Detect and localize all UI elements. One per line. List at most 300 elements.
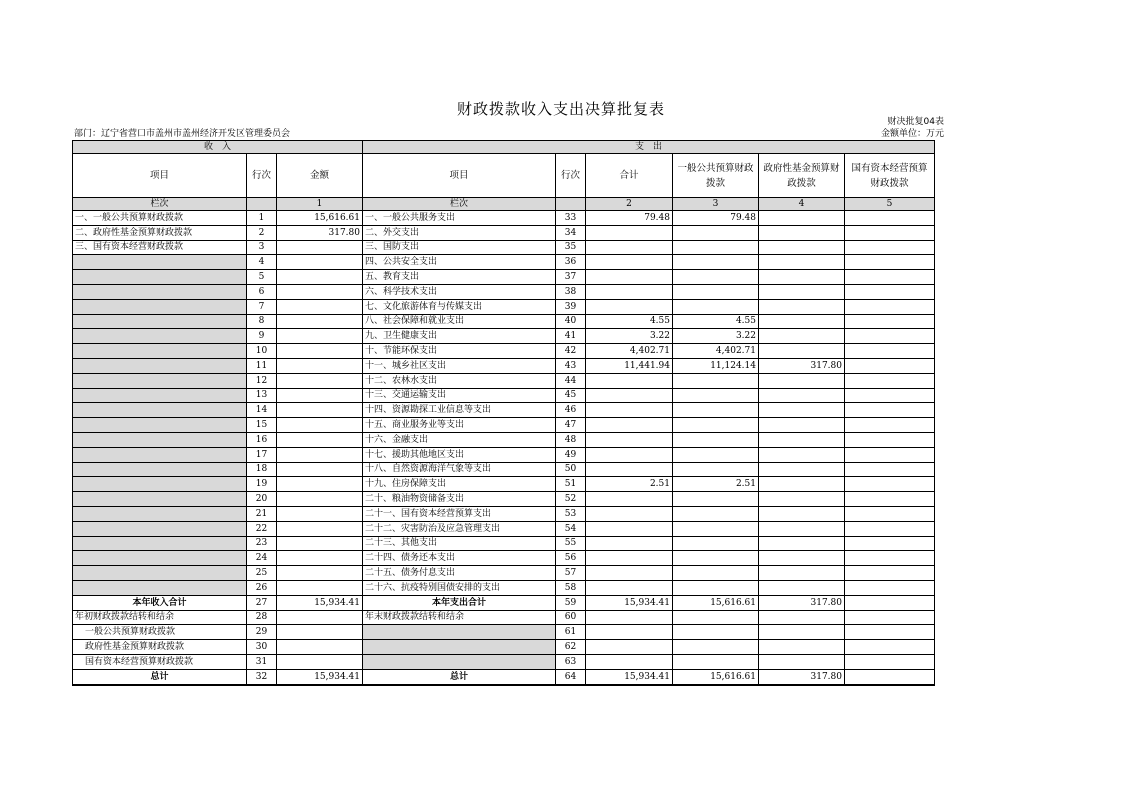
- column-index-label: 栏次: [363, 198, 556, 211]
- income-item-cell: 一般公共预算财政拨款: [73, 625, 247, 640]
- income-line-cell: 28: [247, 610, 277, 625]
- state-capital-cell: [845, 462, 935, 477]
- table-row: [73, 225, 935, 240]
- expense-item-cell: 二十二、灾害防治及应急管理支出: [363, 521, 556, 536]
- income-amount-cell: 15,616.61: [277, 211, 363, 226]
- income-amount-cell: [277, 462, 363, 477]
- income-item-cell: 年初财政拨款结转和结余: [73, 610, 247, 625]
- expense-item-cell: [363, 625, 556, 640]
- fund-budget-cell: [759, 536, 845, 551]
- fund-budget-cell: [759, 225, 845, 240]
- expense-item-cell: 三、国防支出: [363, 240, 556, 255]
- table-row: [73, 640, 935, 655]
- table-row: [73, 595, 935, 610]
- income-line-cell: 5: [247, 270, 277, 285]
- income-item-cell: 二、政府性基金预算财政拨款: [73, 225, 247, 240]
- income-line-cell: 30: [247, 640, 277, 655]
- general-budget-cell: 3.22: [673, 329, 759, 344]
- fund-budget-cell: [759, 477, 845, 492]
- fund-budget-cell: [759, 447, 845, 462]
- state-capital-cell: [845, 403, 935, 418]
- income-line-cell: 29: [247, 625, 277, 640]
- income-amount-cell: [277, 403, 363, 418]
- state-capital-cell: [845, 640, 935, 655]
- income-line-cell: 7: [247, 299, 277, 314]
- total-cell: [586, 654, 673, 669]
- fund-budget-cell: [759, 418, 845, 433]
- income-line-cell: 19: [247, 477, 277, 492]
- income-amount-cell: [277, 536, 363, 551]
- page-title: 财政拨款收入支出决算批复表: [456, 100, 665, 118]
- total-cell: [586, 225, 673, 240]
- table-row: [73, 506, 935, 521]
- general-budget-cell: [673, 240, 759, 255]
- expense-line-cell: 63: [556, 654, 586, 669]
- expense-item-cell: [363, 640, 556, 655]
- general-budget-cell: 4.55: [673, 314, 759, 329]
- expense-item-cell: 十八、自然资源海洋气象等支出: [363, 462, 556, 477]
- expense-item-cell: 年末财政拨款结转和结余: [363, 610, 556, 625]
- expense-item-cell: 本年支出合计: [363, 595, 556, 610]
- state-capital-cell: [845, 255, 935, 270]
- fund-budget-cell: [759, 462, 845, 477]
- expense-line-cell: 60: [556, 610, 586, 625]
- state-capital-cell: [845, 669, 935, 684]
- income-amount-cell: [277, 240, 363, 255]
- income-item-cell: [73, 388, 247, 403]
- general-budget-cell: 79.48: [673, 211, 759, 226]
- income-item-cell: [73, 344, 247, 359]
- general-budget-cell: [673, 551, 759, 566]
- income-amount-cell: [277, 506, 363, 521]
- general-budget-cell: 2.51: [673, 477, 759, 492]
- state-capital-header: 国有资本经营预算财政拨款: [845, 154, 935, 198]
- total-cell: 2.51: [586, 477, 673, 492]
- fund-budget-cell: [759, 240, 845, 255]
- income-line-cell: 16: [247, 432, 277, 447]
- general-budget-cell: [673, 536, 759, 551]
- fund-budget-cell: [759, 255, 845, 270]
- fund-budget-cell: [759, 492, 845, 507]
- expense-line-cell: 52: [556, 492, 586, 507]
- expense-line-cell: 45: [556, 388, 586, 403]
- total-cell: [586, 640, 673, 655]
- fund-budget-cell: [759, 373, 845, 388]
- fund-budget-cell: [759, 610, 845, 625]
- state-capital-cell: [845, 477, 935, 492]
- expense-line-cell: 41: [556, 329, 586, 344]
- expense-item-cell: 九、卫生健康支出: [363, 329, 556, 344]
- table-row: [73, 358, 935, 373]
- income-line-cell: 15: [247, 418, 277, 433]
- expense-item-cell: 十九、住房保障支出: [363, 477, 556, 492]
- expense-item-cell: 十一、城乡社区支出: [363, 358, 556, 373]
- expense-line-cell: 48: [556, 432, 586, 447]
- income-line-cell: 11: [247, 358, 277, 373]
- general-budget-cell: [673, 566, 759, 581]
- appropriation-table: [72, 140, 935, 686]
- state-capital-cell: [845, 610, 935, 625]
- general-budget-cell: [673, 299, 759, 314]
- table-row: [73, 329, 935, 344]
- income-amount-cell: 15,934.41: [277, 669, 363, 684]
- table-row: [73, 625, 935, 640]
- general-budget-cell: [673, 255, 759, 270]
- general-budget-cell: [673, 654, 759, 669]
- income-item-cell: 三、国有资本经营财政拨款: [73, 240, 247, 255]
- table-row: [73, 566, 935, 581]
- total-cell: [586, 403, 673, 418]
- expense-item-cell: 十七、援助其他地区支出: [363, 447, 556, 462]
- expense-line-cell: 34: [556, 225, 586, 240]
- income-amount-cell: [277, 314, 363, 329]
- income-amount-cell: [277, 358, 363, 373]
- general-budget-cell: [673, 284, 759, 299]
- expense-item-cell: 十四、资源勘探工业信息等支出: [363, 403, 556, 418]
- income-line-cell: 32: [247, 669, 277, 684]
- income-amount-header: 金额: [277, 154, 363, 198]
- income-header: 收 入: [73, 141, 363, 154]
- general-budget-cell: [673, 506, 759, 521]
- column-index-3: 3: [673, 198, 759, 211]
- expense-line-cell: 57: [556, 566, 586, 581]
- income-item-cell: 总计: [73, 669, 247, 684]
- state-capital-cell: [845, 240, 935, 255]
- expense-line-cell: 56: [556, 551, 586, 566]
- state-capital-cell: [845, 595, 935, 610]
- income-line-cell: 2: [247, 225, 277, 240]
- expense-item-cell: 十二、农林水支出: [363, 373, 556, 388]
- state-capital-cell: [845, 654, 935, 669]
- state-capital-cell: [845, 418, 935, 433]
- income-item-cell: 国有资本经营预算财政拨款: [73, 654, 247, 669]
- income-amount-cell: [277, 521, 363, 536]
- form-code: 财决批复04表: [887, 117, 944, 127]
- income-line-cell: 27: [247, 595, 277, 610]
- table-row: [73, 654, 935, 669]
- general-budget-cell: 15,616.61: [673, 669, 759, 684]
- income-line-cell: 6: [247, 284, 277, 299]
- table-row: [73, 610, 935, 625]
- general-budget-cell: [673, 447, 759, 462]
- income-item-cell: 政府性基金预算财政拨款: [73, 640, 247, 655]
- income-line-cell: 12: [247, 373, 277, 388]
- total-cell: [586, 566, 673, 581]
- general-budget-cell: [673, 625, 759, 640]
- expense-item-cell: 一、一般公共服务支出: [363, 211, 556, 226]
- income-amount-cell: [277, 344, 363, 359]
- state-capital-cell: [845, 284, 935, 299]
- state-capital-cell: [845, 270, 935, 285]
- general-budget-cell: [673, 580, 759, 595]
- fund-budget-cell: [759, 640, 845, 655]
- table-row: [73, 669, 935, 684]
- table-row: [73, 551, 935, 566]
- general-budget-cell: [673, 403, 759, 418]
- income-amount-cell: [277, 329, 363, 344]
- expense-item-cell: 十、节能环保支出: [363, 344, 556, 359]
- income-amount-cell: [277, 640, 363, 655]
- table-row: [73, 299, 935, 314]
- expense-item-cell: 六、科学技术支出: [363, 284, 556, 299]
- income-amount-cell: [277, 610, 363, 625]
- column-index-1: 1: [277, 198, 363, 211]
- expense-line-cell: 43: [556, 358, 586, 373]
- total-cell: [586, 625, 673, 640]
- income-amount-cell: [277, 477, 363, 492]
- expense-line-cell: 53: [556, 506, 586, 521]
- income-line-cell: 8: [247, 314, 277, 329]
- column-index-4: 4: [759, 198, 845, 211]
- general-budget-cell: [673, 640, 759, 655]
- table-row: [73, 536, 935, 551]
- general-budget-cell: [673, 492, 759, 507]
- expense-line-cell: 64: [556, 669, 586, 684]
- income-line-cell: 14: [247, 403, 277, 418]
- general-budget-cell: [673, 462, 759, 477]
- total-cell: [586, 580, 673, 595]
- expense-header: 支 出: [363, 141, 935, 154]
- expense-item-cell: 二十、粮油物资储备支出: [363, 492, 556, 507]
- expense-item-cell: 十三、交通运输支出: [363, 388, 556, 403]
- total-cell: 4,402.71: [586, 344, 673, 359]
- general-budget-cell: [673, 610, 759, 625]
- state-capital-cell: [845, 211, 935, 226]
- state-capital-cell: [845, 447, 935, 462]
- income-line-cell: 1: [247, 211, 277, 226]
- fund-budget-cell: [759, 299, 845, 314]
- state-capital-cell: [845, 358, 935, 373]
- income-amount-cell: [277, 580, 363, 595]
- income-line-cell: 24: [247, 551, 277, 566]
- fund-budget-cell: [759, 270, 845, 285]
- table-row: [73, 492, 935, 507]
- column-index-row: [73, 198, 935, 211]
- fund-budget-cell: 317.80: [759, 669, 845, 684]
- income-item-cell: [73, 506, 247, 521]
- income-line-cell: 25: [247, 566, 277, 581]
- income-item-cell: [73, 358, 247, 373]
- fund-budget-cell: [759, 388, 845, 403]
- expense-line-cell: 38: [556, 284, 586, 299]
- total-cell: [586, 388, 673, 403]
- income-line-cell: 20: [247, 492, 277, 507]
- income-item-cell: [73, 477, 247, 492]
- total-cell: [586, 551, 673, 566]
- general-budget-cell: [673, 418, 759, 433]
- expense-line-cell: 37: [556, 270, 586, 285]
- table-row: [73, 432, 935, 447]
- income-amount-cell: [277, 388, 363, 403]
- state-capital-cell: [845, 580, 935, 595]
- table-row: [73, 344, 935, 359]
- total-cell: 11,441.94: [586, 358, 673, 373]
- expense-item-cell: [363, 654, 556, 669]
- total-cell: [586, 418, 673, 433]
- expense-item-cell: 四、公共安全支出: [363, 255, 556, 270]
- state-capital-cell: [845, 551, 935, 566]
- expense-item-header: 项目: [363, 154, 556, 198]
- income-line-cell: 18: [247, 462, 277, 477]
- expense-line-cell: 42: [556, 344, 586, 359]
- general-budget-header: 一般公共预算财政拨款: [673, 154, 759, 198]
- expense-item-cell: 七、文化旅游体育与传媒支出: [363, 299, 556, 314]
- general-budget-cell: [673, 521, 759, 536]
- income-item-cell: 本年收入合计: [73, 595, 247, 610]
- income-amount-cell: [277, 654, 363, 669]
- fund-budget-cell: [759, 344, 845, 359]
- table-row: [73, 388, 935, 403]
- income-line-cell: 13: [247, 388, 277, 403]
- fund-budget-cell: [759, 403, 845, 418]
- income-item-cell: [73, 580, 247, 595]
- income-line-cell: 23: [247, 536, 277, 551]
- income-amount-cell: 15,934.41: [277, 595, 363, 610]
- state-capital-cell: [845, 373, 935, 388]
- expense-line-cell: 55: [556, 536, 586, 551]
- income-amount-cell: [277, 447, 363, 462]
- general-budget-cell: [673, 225, 759, 240]
- income-item-cell: [73, 314, 247, 329]
- department-label: 部门：辽宁省营口市盖州市盖州经济开发区管理委员会: [74, 129, 291, 139]
- total-cell: [586, 284, 673, 299]
- expense-line-cell: 50: [556, 462, 586, 477]
- income-item-cell: [73, 447, 247, 462]
- fund-budget-cell: [759, 506, 845, 521]
- state-capital-cell: [845, 492, 935, 507]
- income-line-cell: 4: [247, 255, 277, 270]
- table-row: [73, 477, 935, 492]
- expense-line-header: 行次: [556, 154, 586, 198]
- expense-item-cell: 十五、商业服务业等支出: [363, 418, 556, 433]
- expense-line-cell: 46: [556, 403, 586, 418]
- state-capital-cell: [845, 388, 935, 403]
- total-cell: 79.48: [586, 211, 673, 226]
- total-cell: [586, 299, 673, 314]
- income-item-cell: [73, 403, 247, 418]
- expense-line-cell: 51: [556, 477, 586, 492]
- expense-item-cell: 八、社会保障和就业支出: [363, 314, 556, 329]
- total-cell: 15,934.41: [586, 595, 673, 610]
- income-item-cell: [73, 566, 247, 581]
- income-amount-cell: [277, 373, 363, 388]
- unit-label: 金额单位：万元: [880, 129, 944, 139]
- expense-line-cell: 59: [556, 595, 586, 610]
- total-cell: 4.55: [586, 314, 673, 329]
- expense-line-cell: 61: [556, 625, 586, 640]
- column-index-5: 5: [845, 198, 935, 211]
- fund-budget-cell: [759, 551, 845, 566]
- fund-budget-cell: 317.80: [759, 595, 845, 610]
- general-budget-cell: 11,124.14: [673, 358, 759, 373]
- income-amount-cell: [277, 551, 363, 566]
- expense-line-cell: 44: [556, 373, 586, 388]
- income-item-header: 项目: [73, 154, 247, 198]
- state-capital-cell: [845, 521, 935, 536]
- income-item-cell: [73, 299, 247, 314]
- income-line-cell: 21: [247, 506, 277, 521]
- expense-line-cell: 33: [556, 211, 586, 226]
- income-amount-cell: [277, 299, 363, 314]
- expense-item-cell: 二十四、债务还本支出: [363, 551, 556, 566]
- income-item-cell: [73, 373, 247, 388]
- total-cell: 15,934.41: [586, 669, 673, 684]
- fund-budget-cell: [759, 314, 845, 329]
- table-row: [73, 270, 935, 285]
- expense-item-cell: 二十一、国有资本经营预算支出: [363, 506, 556, 521]
- expense-line-cell: 36: [556, 255, 586, 270]
- state-capital-cell: [845, 506, 935, 521]
- table-row: [73, 314, 935, 329]
- fund-budget-cell: [759, 329, 845, 344]
- table-row: [73, 418, 935, 433]
- general-budget-cell: [673, 432, 759, 447]
- income-amount-cell: 317.80: [277, 225, 363, 240]
- expense-line-cell: 54: [556, 521, 586, 536]
- fund-budget-cell: 317.80: [759, 358, 845, 373]
- fund-budget-cell: [759, 432, 845, 447]
- general-budget-cell: [673, 373, 759, 388]
- income-item-cell: [73, 536, 247, 551]
- column-index-2: 2: [586, 198, 673, 211]
- income-line-cell: 31: [247, 654, 277, 669]
- expense-line-cell: 49: [556, 447, 586, 462]
- total-cell: [586, 506, 673, 521]
- expense-line-cell: 39: [556, 299, 586, 314]
- general-budget-cell: 15,616.61: [673, 595, 759, 610]
- total-cell: [586, 610, 673, 625]
- expense-line-cell: 35: [556, 240, 586, 255]
- income-amount-cell: [277, 492, 363, 507]
- income-line-cell: 17: [247, 447, 277, 462]
- table-row: [73, 211, 935, 226]
- state-capital-cell: [845, 536, 935, 551]
- income-item-cell: [73, 255, 247, 270]
- fund-budget-cell: [759, 566, 845, 581]
- state-capital-cell: [845, 344, 935, 359]
- income-amount-cell: [277, 625, 363, 640]
- income-line-cell: 26: [247, 580, 277, 595]
- income-line-cell: 3: [247, 240, 277, 255]
- fund-budget-header: 政府性基金预算财政拨款: [759, 154, 845, 198]
- income-item-cell: 一、一般公共预算财政拨款: [73, 211, 247, 226]
- income-line-cell: 10: [247, 344, 277, 359]
- income-amount-cell: [277, 418, 363, 433]
- expense-item-cell: 二、外交支出: [363, 225, 556, 240]
- fund-budget-cell: [759, 211, 845, 226]
- fund-budget-cell: [759, 580, 845, 595]
- general-budget-cell: [673, 388, 759, 403]
- fund-budget-cell: [759, 521, 845, 536]
- column-index-label: 栏次: [73, 198, 247, 211]
- total-cell: [586, 447, 673, 462]
- expense-line-cell: 58: [556, 580, 586, 595]
- header-column-row: [73, 154, 935, 198]
- state-capital-cell: [845, 329, 935, 344]
- state-capital-cell: [845, 432, 935, 447]
- total-cell: [586, 521, 673, 536]
- total-cell: [586, 240, 673, 255]
- expense-item-cell: 总计: [363, 669, 556, 684]
- total-cell: [586, 492, 673, 507]
- total-cell: [586, 270, 673, 285]
- table-row: [73, 373, 935, 388]
- income-item-cell: [73, 462, 247, 477]
- income-line-cell: 22: [247, 521, 277, 536]
- total-cell: [586, 432, 673, 447]
- income-item-cell: [73, 270, 247, 285]
- income-item-cell: [73, 329, 247, 344]
